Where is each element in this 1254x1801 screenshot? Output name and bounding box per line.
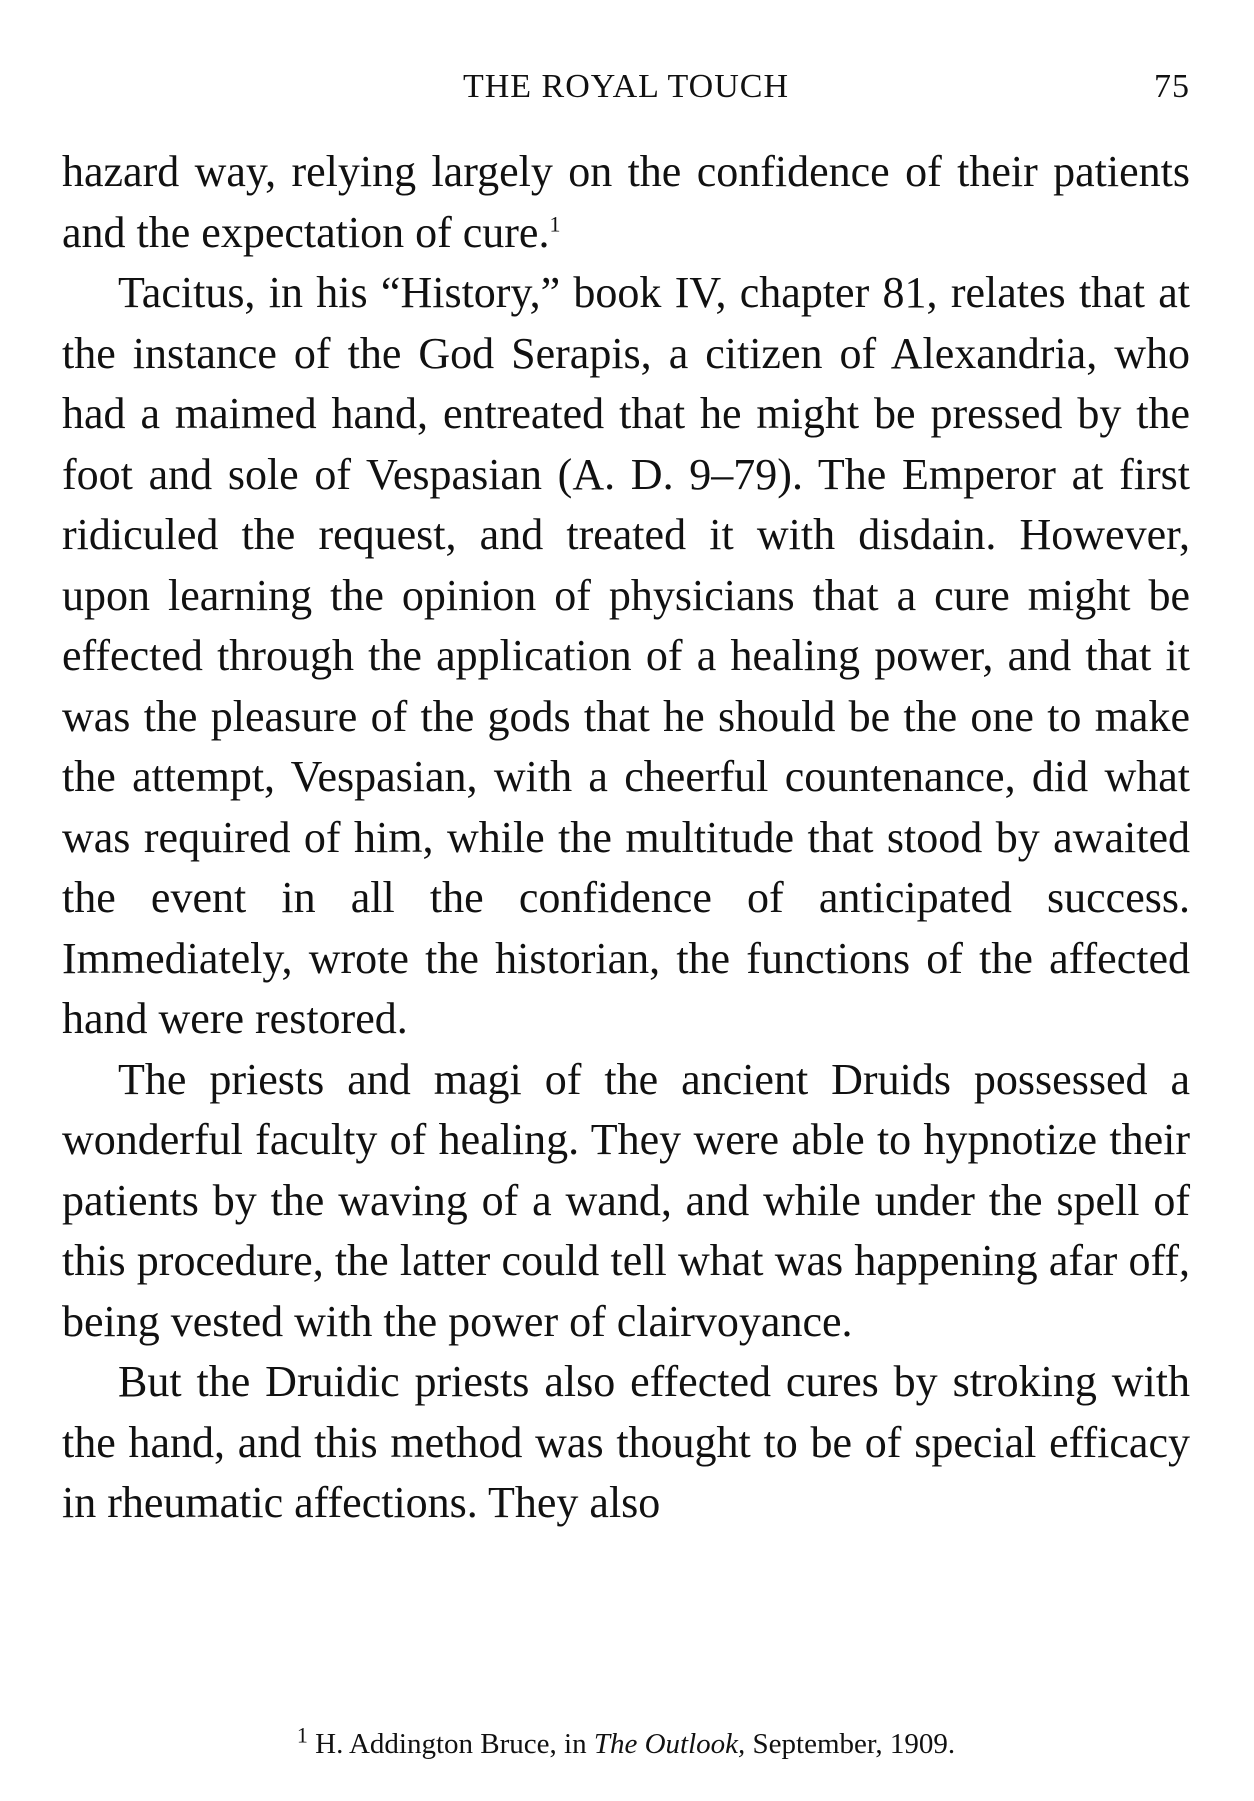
- footnote-publication: The Outlook,: [593, 1728, 746, 1760]
- footnote-date: September, 1909.: [745, 1728, 956, 1760]
- paragraph-1-text: hazard way, relying largely on the confidence of their patients and the expectation of cure.: [62, 147, 1190, 257]
- footnote: [62, 1722, 1190, 1761]
- running-title: THE ROYAL TOUCH: [462, 68, 790, 105]
- body-text: [62, 142, 1190, 1534]
- paragraph-4: But the Druidic priests also effected cures by stroking with the hand, and this method was thought to be of special efficacy in rheumatic affections. They also: [62, 1357, 1190, 1527]
- footnote-reference: 1: [549, 210, 561, 236]
- paragraph-2: Tacitus, in his “History,” book IV, chapter 81, relates that at the instance of the God Serapis, a citizen of Alexandria, who had a maimed hand, entreated that he might be pressed by the foot and sole of Vespasian (A. D. 9–79). The Emperor at first ridiculed the request, and treated it with disdain. However, upon learning the opinion of physicians that a cure might be effected through the application of a healing power, and that it was the pleasure of the gods that he should be the one to make the attempt, Vespasian, with a cheerful countenance, did what was required of him, while the multitude that stood by awaited the event in all the confidence of anticipated success. Immediately, wrote the historian, the functions of the affected hand were restored.: [62, 268, 1190, 1043]
- footnote-marker: 1: [296, 1722, 308, 1748]
- paragraph-1: [62, 142, 1190, 263]
- running-head: [62, 68, 1190, 114]
- footnote-author: H. Addington Bruce, in: [315, 1728, 594, 1760]
- paragraph-3: The priests and magi of the ancient Druids possessed a wonderful faculty of healing. They were able to hypnotize their patients by the waving of a wand, and while under the spell of this procedure, the latter could tell what was happening afar off, being vested with the power of clairvoyance.: [62, 1054, 1190, 1346]
- page-number: 75: [1154, 68, 1190, 105]
